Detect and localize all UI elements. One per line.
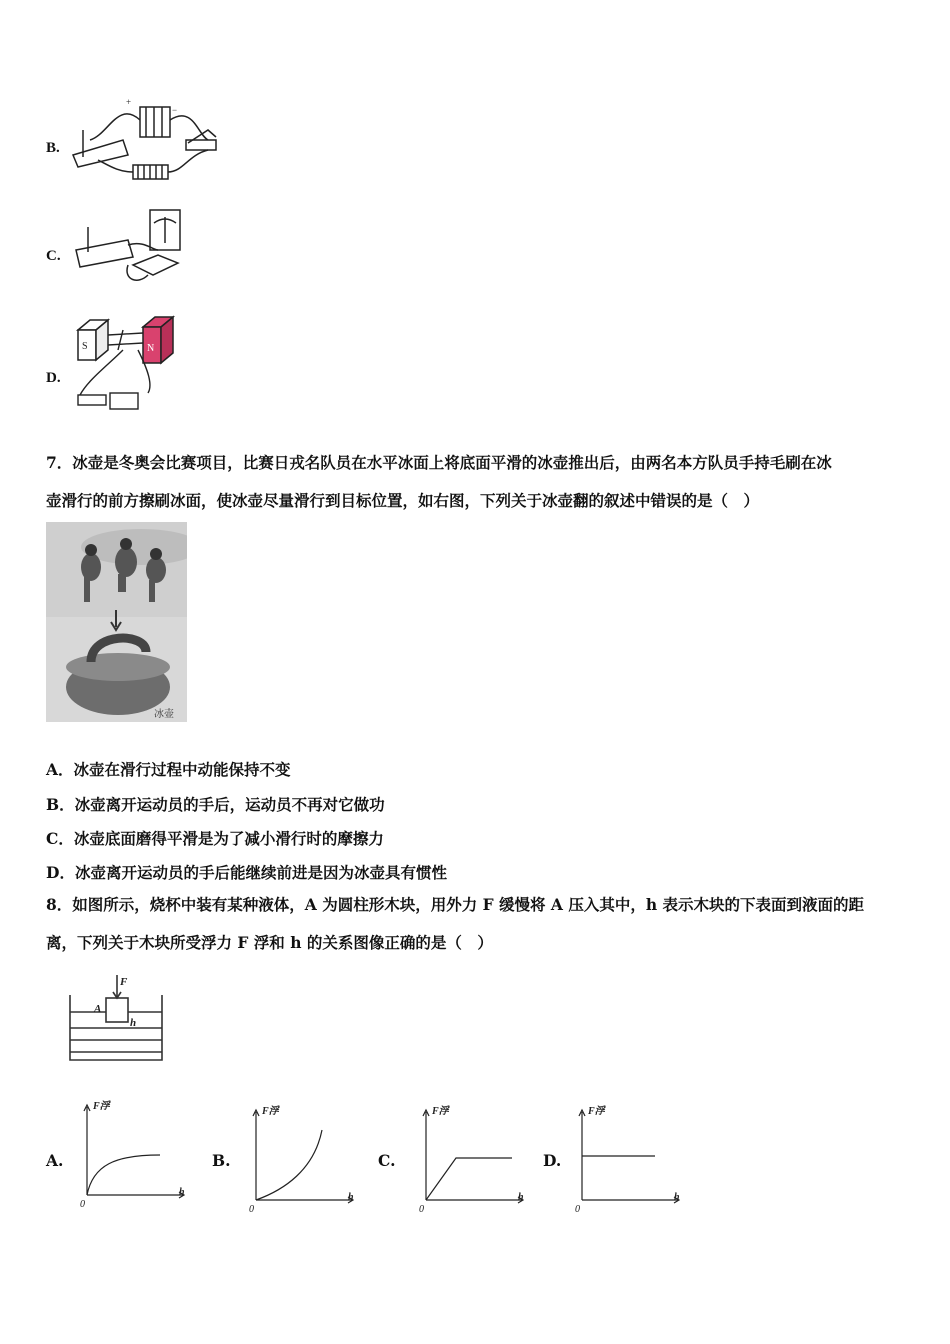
graph-a-yaxis: F浮 [93, 1101, 110, 1112]
svg-text:−: − [172, 105, 178, 115]
graph-b-origin: 0 [249, 1204, 254, 1215]
option-b-diagram [68, 95, 228, 190]
graph-a-xaxis: h [179, 1187, 185, 1198]
option-d-diagram [68, 315, 188, 415]
graph-b-yaxis: F浮 [262, 1106, 279, 1117]
q8-option-b-label[interactable]: B. [212, 1151, 231, 1170]
graph-d-yaxis: F浮 [588, 1106, 605, 1117]
q7-text-line1: 7．冰壶是冬奥会比赛项目，比赛日戎名队员在水平冰面上将底面平滑的冰壶推出后，由两名本方队员手持毛刷在冰 [46, 453, 832, 472]
graph-c-origin: 0 [419, 1204, 424, 1215]
q8-option-d-label[interactable]: D. [543, 1151, 562, 1170]
graph-d-origin: 0 [575, 1204, 580, 1215]
graph-c-xaxis: h [518, 1192, 524, 1203]
q7-option-b[interactable]: B．冰壶离开运动员的手后，运动员不再对它做功 [46, 795, 385, 814]
q7-option-d[interactable]: D．冰壶离开运动员的手后能继续前进是因为冰壶具有惯性 [46, 863, 447, 882]
q8-option-c-label[interactable]: C. [378, 1151, 396, 1170]
q7-option-a[interactable]: A．冰壶在滑行过程中动能保持不变 [46, 760, 291, 779]
option-d-label: D. [46, 370, 61, 386]
photo-caption: 冰壶 [154, 709, 174, 720]
option-c-diagram [68, 205, 198, 290]
option-c-label: C. [46, 248, 61, 264]
magnet-n-text: N [147, 343, 155, 354]
magnet-s-text: S [82, 341, 88, 352]
beaker-f-label: F [120, 976, 128, 988]
q7-text-line2: 壶滑行的前方擦刷冰面，使冰壶尽量滑行到目标位置，如右图，下列关于冰壶翻的叙述中错误的是（ ） [46, 491, 760, 510]
graph-c-yaxis: F浮 [432, 1106, 449, 1117]
graph-b-xaxis: h [348, 1192, 354, 1203]
q8-graph-d [570, 1100, 685, 1215]
q8-graph-b [244, 1100, 359, 1215]
graph-a-origin: 0 [80, 1199, 85, 1210]
beaker-h-label: h [130, 1017, 137, 1029]
beaker-figure [66, 970, 166, 1065]
q8-text-line1: 8．如图所示，烧杯中装有某种液体，A 为圆柱形木块，用外力 F 缓慢将 A 压入其中，h 表示木块的下表面到液面的距 [46, 895, 864, 914]
beaker-a-label: A [94, 1003, 102, 1015]
curling-photo [46, 522, 187, 722]
q8-graph-a [75, 1095, 190, 1210]
graph-d-xaxis: h [674, 1192, 680, 1203]
option-b-label: B. [46, 140, 60, 156]
svg-text:+: + [126, 97, 132, 107]
q8-graph-c [414, 1100, 529, 1215]
q8-text-line2: 离，下列关于木块所受浮力 F 浮和 h 的关系图像正确的是（ ） [46, 933, 493, 952]
q7-option-c[interactable]: C．冰壶底面磨得平滑是为了减小滑行时的摩擦力 [46, 829, 384, 848]
q8-option-a-label[interactable]: A. [46, 1151, 64, 1170]
